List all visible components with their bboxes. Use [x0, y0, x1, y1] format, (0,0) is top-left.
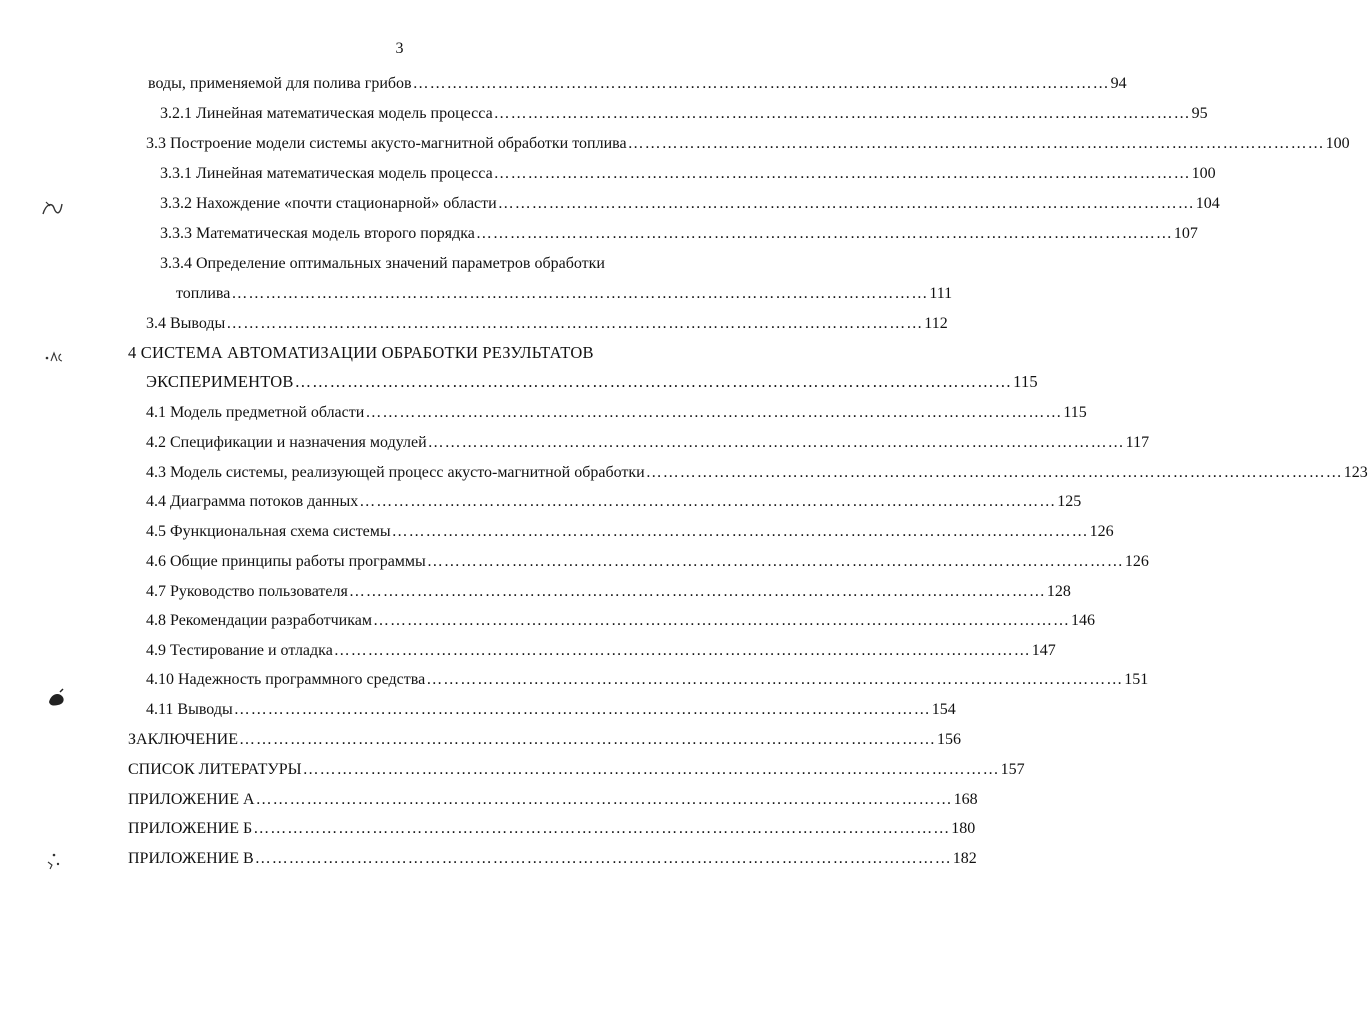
toc-entry-title: 4.5 Функциональная схема системы [146, 523, 391, 540]
toc-entry-title: 4.9 Тестирование и отладка [146, 642, 333, 659]
toc-entry: ПРИЛОЖЕНИЕ В …………………………………………………………………………………………………………… 182 [128, 850, 977, 867]
toc-entry-page: 115 [1063, 404, 1087, 421]
toc-entry-page: 180 [951, 820, 976, 837]
toc-entry-title: 4.10 Надежность программного средства [146, 671, 426, 688]
toc-entry-title: 3.4 Выводы [146, 315, 226, 332]
toc-entry: топлива …………………………………………………………………………………………………………… 111 [176, 285, 953, 302]
toc-entry-page: 100 [1325, 135, 1350, 152]
toc-entry: 4.11 Выводы …………………………………………………………………………………………………………… 154 [146, 701, 956, 718]
toc-entry-page: 151 [1124, 671, 1149, 688]
toc-entry-title: 3.3.1 Линейная математическая модель процесса [160, 165, 493, 182]
toc-entry-title: 3.3.2 Нахождение «почти стационарной» области [160, 195, 497, 212]
ink-blot-icon [46, 688, 68, 708]
toc-entry-page: 126 [1089, 523, 1114, 540]
toc-entry: 3.3 Построение модели системы акусто-магнитной обработки топлива …………………………………………………………………………………………………………… 100 [146, 135, 1350, 152]
toc-entry-title: 4.8 Рекомендации разработчикам [146, 612, 372, 629]
toc-entry: ПРИЛОЖЕНИЕ Б …………………………………………………………………………………………………………… 180 [128, 820, 976, 837]
toc-entry-title: ПРИЛОЖЕНИЕ А [128, 791, 255, 808]
toc-entry: 3.2.1 Линейная математическая модель процесса …………………………………………………………………………………………………………… 95 [160, 105, 1208, 122]
toc-entry-title: 4.1 Модель предметной области [146, 404, 365, 421]
toc-entry: 4.5 Функциональная схема системы …………………………………………………………………………………………………………… 126 [146, 523, 1114, 540]
toc-entry-title: 4 СИСТЕМА АВТОМАТИЗАЦИИ ОБРАБОТКИ РЕЗУЛЬТАТОВ [128, 343, 594, 362]
toc-entry-page: 100 [1191, 165, 1216, 182]
toc-entry-page: 157 [1000, 761, 1025, 778]
toc-entry-title: топлива [176, 285, 231, 302]
toc-entry-title: СПИСОК ЛИТЕРАТУРЫ [128, 761, 302, 778]
toc-entry-page: 128 [1046, 583, 1071, 600]
toc-entry-page: 111 [929, 285, 953, 302]
toc-entry-title: ЗАКЛЮЧЕНИЕ [128, 731, 238, 748]
toc-entry [128, 343, 594, 363]
toc-entry-page: 94 [1110, 75, 1127, 92]
toc-entry: ЭКСПЕРИМЕНТОВ …………………………………………………………………………………………………………… 115 [146, 372, 1038, 391]
toc-entry-page: 156 [936, 731, 961, 748]
toc-entry: 4.8 Рекомендации разработчикам …………………………………………………………………………………………………………… 146 [146, 612, 1095, 629]
toc-entry-title: воды, применяемой для полива грибов [148, 75, 412, 92]
toc-entry: 4.7 Руководство пользователя …………………………………………………………………………………………………………… 128 [146, 583, 1071, 600]
toc-entry: 4.10 Надежность программного средства …………………………………………………………………………………………………………… 151 [146, 671, 1149, 688]
toc-entry-title: 3.3.4 Определение оптимальных значений параметров обработки [160, 255, 605, 272]
toc-entry-page: 182 [952, 850, 977, 867]
toc-entry [160, 254, 605, 274]
toc-entry-title: 4.3 Модель системы, реализующей процесс акусто-магнитной обработки [146, 464, 645, 481]
toc-entry: 3.3.3 Математическая модель второго порядка …………………………………………………………………………………………………………… 107 [160, 225, 1198, 242]
toc-entry: ЗАКЛЮЧЕНИЕ …………………………………………………………………………………………………………… 156 [128, 731, 961, 748]
page-number: 3 [395, 40, 404, 57]
toc-entry-title: ЭКСПЕРИМЕНТОВ [146, 372, 294, 391]
margin-mark-icon [44, 350, 66, 364]
toc-entry: 4.2 Спецификации и назначения модулей …………………………………………………………………………………………………………… 117 [146, 434, 1150, 451]
toc-entry-title: 4.4 Диаграмма потоков данных [146, 493, 359, 510]
toc-entry: 4.9 Тестирование и отладка …………………………………………………………………………………………………………… 147 [146, 642, 1056, 659]
toc-entry-title: 4.11 Выводы [146, 701, 233, 718]
toc-entry-page: 117 [1125, 434, 1150, 451]
toc-entry-page: 123 [1343, 464, 1368, 481]
toc-entry: воды, применяемой для полива грибов …………………………………………………………………………………………………………… 94 [148, 75, 1127, 92]
toc-entry-title: 3.3 Построение модели системы акусто-магнитной обработки топлива [146, 135, 627, 152]
toc-entry-page: 104 [1195, 195, 1220, 212]
toc-entry: СПИСОК ЛИТЕРАТУРЫ …………………………………………………………………………………………………………… 157 [128, 761, 1025, 778]
toc-entry-page: 112 [924, 315, 948, 332]
toc-entry-title: 4.6 Общие принципы работы программы [146, 553, 426, 570]
toc-entry-title: ПРИЛОЖЕНИЕ Б [128, 820, 253, 837]
toc-entry-title: 4.7 Руководство пользователя [146, 583, 348, 600]
toc-entry: 4.1 Модель предметной области …………………………………………………………………………………………………………… 115 [146, 404, 1087, 421]
toc-entry: 4.6 Общие принципы работы программы …………………………………………………………………………………………………………… 126 [146, 553, 1149, 570]
toc-entry: 3.4 Выводы …………………………………………………………………………………………………………… 112 [146, 315, 948, 332]
toc-entry-title: 4.2 Спецификации и назначения модулей [146, 434, 427, 451]
toc-entry-page: 154 [931, 701, 956, 718]
margin-scribble-icon [38, 196, 66, 222]
toc-entry-page: 125 [1057, 493, 1082, 510]
toc-entry-title: ПРИЛОЖЕНИЕ В [128, 850, 254, 867]
toc-entry: 4.4 Диаграмма потоков данных …………………………………………………………………………………………………………… 125 [146, 493, 1082, 510]
toc-entry-page: 146 [1070, 612, 1095, 629]
toc-entry: ПРИЛОЖЕНИЕ А …………………………………………………………………………………………………………… 168 [128, 791, 978, 808]
toc-entry: 4.3 Модель системы, реализующей процесс акусто-магнитной обработки …………………………………………………………………………………………………………… 123 [146, 464, 1368, 481]
toc-entry-title: 3.2.1 Линейная математическая модель процесса [160, 105, 493, 122]
toc-entry: 3.3.1 Линейная математическая модель процесса …………………………………………………………………………………………………………… 100 [160, 165, 1216, 182]
margin-dots-icon [42, 852, 66, 872]
toc-entry-page: 115 [1013, 372, 1038, 391]
toc-entry-page: 126 [1124, 553, 1149, 570]
toc-entry-page: 168 [953, 791, 978, 808]
toc-entry-title: 3.3.3 Математическая модель второго порядка [160, 225, 475, 242]
toc-entry-page: 147 [1031, 642, 1056, 659]
toc-entry-page: 107 [1173, 225, 1198, 242]
toc-entry-page: 95 [1191, 105, 1208, 122]
toc-entry: 3.3.2 Нахождение «почти стационарной» области …………………………………………………………………………………………………………… 104 [160, 195, 1220, 212]
